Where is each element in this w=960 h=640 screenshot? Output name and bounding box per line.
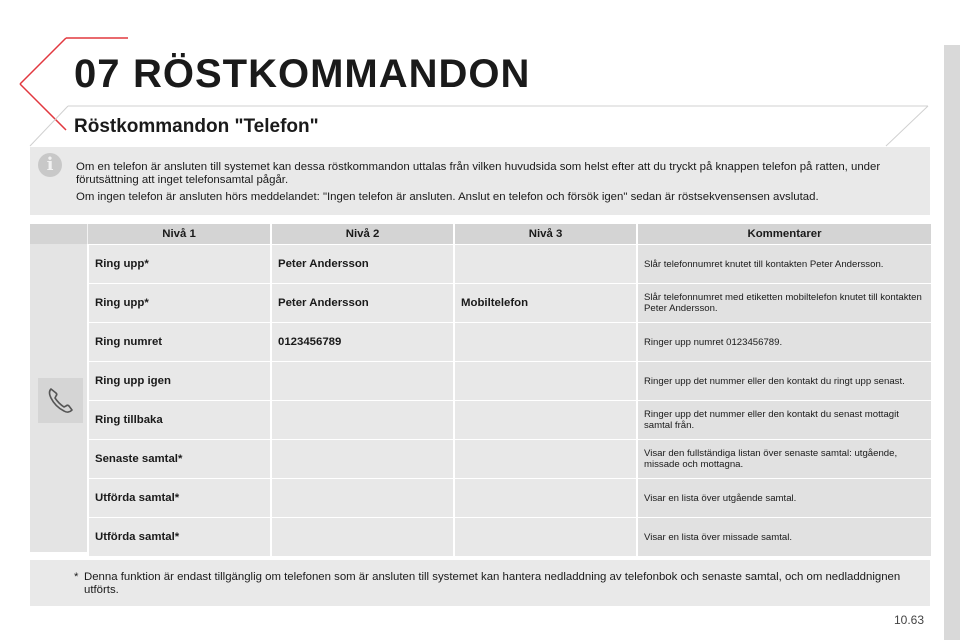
column-header-level3: Nivå 3 (454, 224, 637, 245)
footnote-text: Denna funktion är endast tillgänglig om telefonen som är ansluten till systemet kan hantera nedladdning av telefonbok och senaste samtal, och om nedladdnignen utförts. (84, 571, 901, 596)
comment-cell: Ringer upp det nummer eller den kontakt du senast mottagit samtal från. (637, 401, 931, 440)
level1-cell: Ring tillbaka (88, 401, 271, 440)
comment-cell: Visar den fullständiga listan över senaste samtal: utgående, missade och mottagna. (637, 440, 931, 479)
column-header-level1: Nivå 1 (88, 224, 271, 245)
comment-cell: Visar en lista över missade samtal. (637, 518, 931, 557)
comment-cell: Slår telefonnumret knutet till kontakten Peter Andersson. (637, 245, 931, 284)
comment-cell: Slår telefonnumret med etiketten mobiltelefon knutet till kontakten Peter Andersson. (637, 284, 931, 323)
level2-cell (271, 518, 454, 557)
level3-cell (454, 401, 637, 440)
command-table (87, 224, 931, 556)
info-paragraph-1: Om en telefon är ansluten till systemet kan dessa röstkommandon uttalas från vilken huvudsida som helst efter att du tryckt på knappen telefon på ratten, under förutsättning att inget telefonsamtal pågår. (76, 161, 881, 186)
level1-cell: Senaste samtal* (88, 440, 271, 479)
level3-cell: Mobiltelefon (454, 284, 637, 323)
level2-cell: Peter Andersson (271, 245, 454, 284)
level3-cell (454, 245, 637, 284)
table-row (88, 401, 931, 440)
level2-cell (271, 479, 454, 518)
column-header-level2: Nivå 2 (271, 224, 454, 245)
section-title: Röstkommandon "Telefon" (74, 116, 319, 137)
comment-cell: Visar en lista över utgående samtal. (637, 479, 931, 518)
chapter-number: 07 (74, 52, 121, 96)
table-row (88, 323, 931, 362)
phone-icon (38, 378, 83, 423)
chapter-title: RÖSTKOMMANDON (133, 52, 531, 96)
info-icon: i (38, 153, 62, 177)
footnote (74, 571, 919, 597)
level3-cell (454, 323, 637, 362)
info-paragraph-2: Om ingen telefon är ansluten hörs meddelandet: "Ingen telefon är ansluten. Anslut en telefon och försök igen" sedan är röstsekvensensen avslutad. (76, 191, 819, 203)
level1-cell: Ring upp igen (88, 362, 271, 401)
level2-cell (271, 401, 454, 440)
level1-cell: Utförda samtal* (88, 518, 271, 557)
comment-cell: Ringer upp numret 0123456789. (637, 323, 931, 362)
level2-cell: Peter Andersson (271, 284, 454, 323)
level3-cell (454, 479, 637, 518)
level2-cell (271, 362, 454, 401)
table-row (88, 362, 931, 401)
level3-cell (454, 440, 637, 479)
footnote-marker: * (74, 571, 79, 583)
column-header-comments: Kommentarer (637, 224, 931, 245)
table-header-spacer (30, 224, 87, 244)
page-edge-strip (944, 45, 960, 640)
table-row (88, 518, 931, 557)
table-row (88, 284, 931, 323)
table-row (88, 440, 931, 479)
level1-cell: Utförda samtal* (88, 479, 271, 518)
level2-cell (271, 440, 454, 479)
level3-cell (454, 362, 637, 401)
level2-cell: 0123456789 (271, 323, 454, 362)
level1-cell: Ring numret (88, 323, 271, 362)
page-number: 10.63 (894, 613, 925, 627)
table-row (88, 245, 931, 284)
level1-cell: Ring upp* (88, 284, 271, 323)
comment-cell: Ringer upp det nummer eller den kontakt du ringt upp senast. (637, 362, 931, 401)
level3-cell (454, 518, 637, 557)
phone-icon-box (38, 378, 83, 423)
level1-cell: Ring upp* (88, 245, 271, 284)
table-row (88, 479, 931, 518)
